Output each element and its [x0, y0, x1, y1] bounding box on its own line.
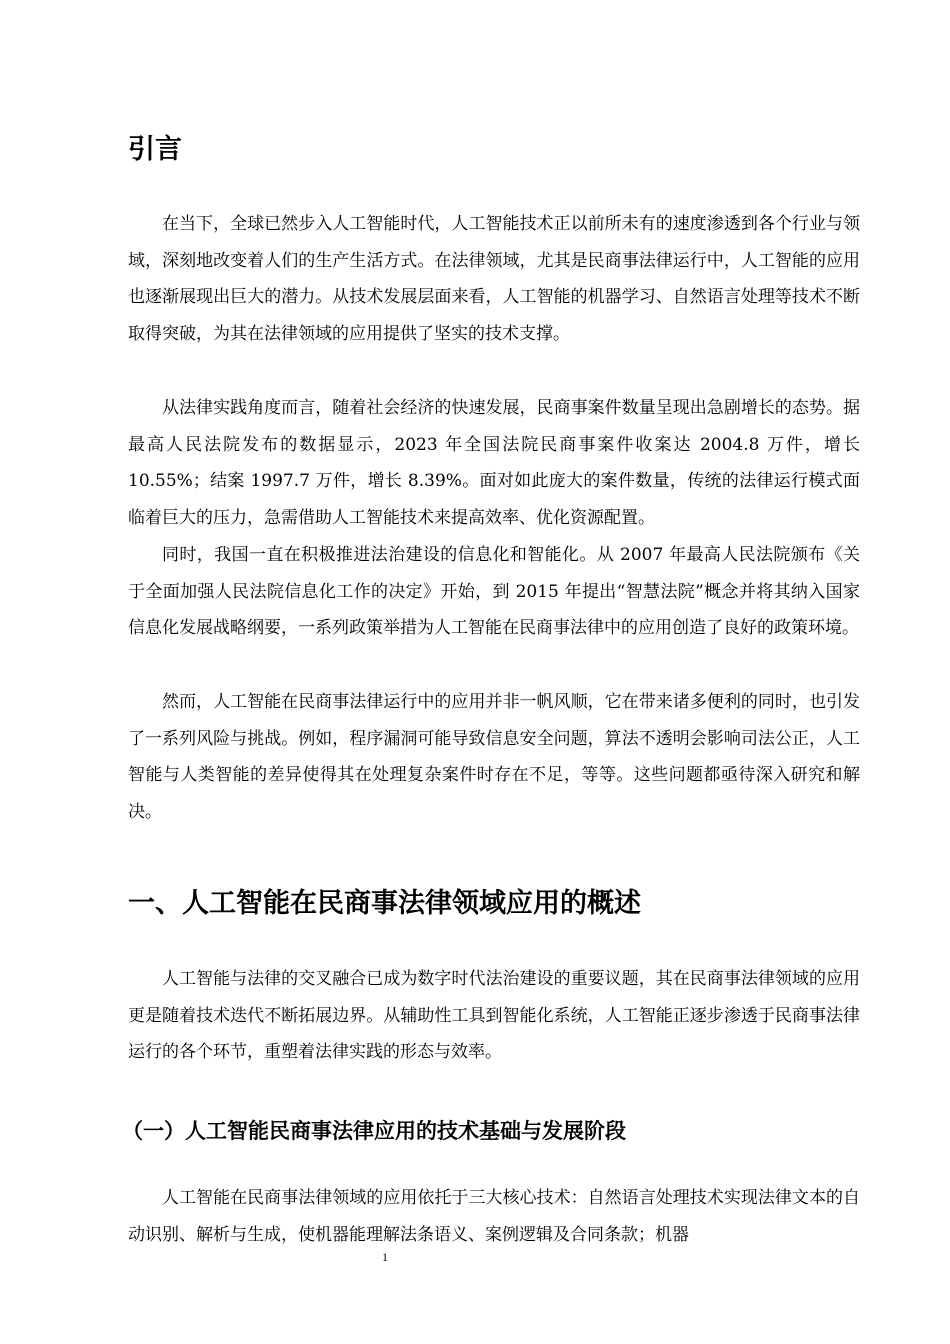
page-number: 1: [382, 1250, 388, 1264]
intro-paragraph-2: 从法律实践角度而言，随着社会经济的快速发展，民商事案件数量呈现出急剧增长的态势。据最高人民法院发布的数据显示，2023 年全国法院民商事案件收案达 2004.8 万件，增长 10.55%；结案 1997.7 万件，增长 8.39%。面对如此庞大的案件数量，传统的法律运行模式面临着巨大的压力，急需借助人工智能技术来提高效率、优化资源配置。: [128, 398, 860, 528]
intro-paragraph-4: 然而，人工智能在民商事法律运行中的应用并非一帆风顺，它在带来诸多便利的同时，也引发了一系列风险与挑战。例如，程序漏洞可能导致信息安全问题，算法不透明会影响司法公正，人工智能与人类智能的差异使得其在处理复杂案件时存在不足，等等。这些问题都亟待深入研究和解决。: [128, 692, 860, 822]
intro-paragraph-3: 同时，我国一直在积极推进法治建设的信息化和智能化。从 2007 年最高人民法院颁布《关于全面加强人民法院信息化工作的决定》开始，到 2015 年提出“智慧法院”概念并将其纳入国家信息化发展战略纲要，一系列政策举措为人工智能在民商事法律中的应用创造了良好的政策环境。: [128, 545, 860, 638]
chapter-1-heading: 一、人工智能在民商事法律领域应用的概述: [128, 888, 641, 919]
intro-heading: 引言: [128, 134, 182, 165]
chapter-1-paragraph: 人工智能与法律的交叉融合已成为数字时代法治建设的重要议题，其在民商事法律领域的应用更是随着技术迭代不断拓展边界。从辅助性工具到智能化系统，人工智能正逐步渗透于民商事法律运行的各个环节，重塑着法律实践的形态与效率。: [128, 969, 860, 1062]
intro-paragraph-1: 在当下，全球已然步入人工智能时代，人工智能技术正以前所未有的速度渗透到各个行业与领域，深刻地改变着人们的生产生活方式。在法律领域，尤其是民商事法律运行中，人工智能的应用也逐渐展现出巨大的潜力。从技术发展层面来看，人工智能的机器学习、自然语言处理等技术不断取得突破，为其在法律领域的应用提供了坚实的技术支撑。: [128, 214, 860, 344]
subsection-1-heading: （一）人工智能民商事法律应用的技术基础与发展阶段: [122, 1119, 626, 1143]
subsection-1-paragraph: 人工智能在民商事法律领域的应用依托于三大核心技术：自然语言处理技术实现法律文本的自动识别、解析与生成，使机器能理解法条语义、案例逻辑及合同条款；机器: [128, 1188, 860, 1245]
